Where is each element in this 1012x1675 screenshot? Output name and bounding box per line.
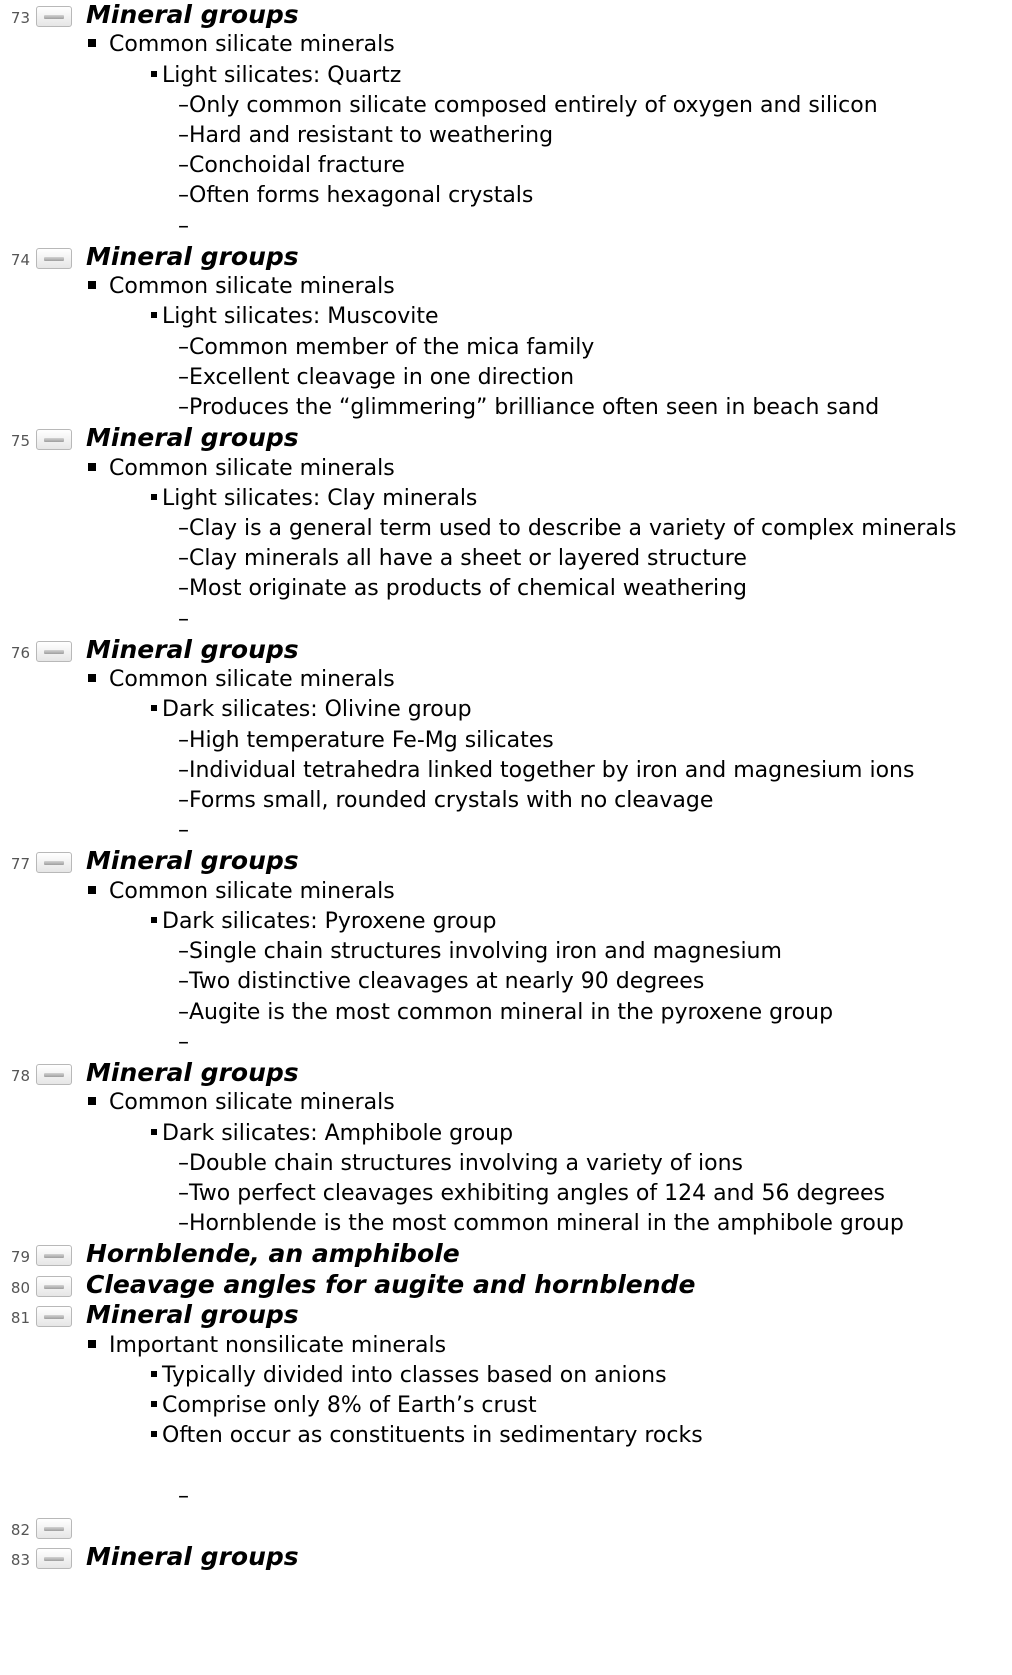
bullet-text: – — [178, 213, 189, 239]
bullet-square-icon — [151, 1371, 157, 1377]
outline-bullet-level-3[interactable] — [178, 728, 554, 753]
bullet-text: –Clay is a general term used to describe a variety of complex minerals — [178, 516, 957, 541]
outline-bullet-level-1[interactable] — [88, 667, 395, 692]
bullet-text: Light silicates: Clay minerals — [162, 485, 478, 511]
bullet-text: Dark silicates: Olivine group — [162, 697, 472, 723]
slide-title[interactable]: Mineral groups — [86, 241, 299, 271]
outline-bullet-level-3[interactable] — [178, 1000, 833, 1025]
slide-number: 80 — [10, 1278, 30, 1297]
outline-bullet-level-3[interactable] — [178, 546, 747, 571]
slide-75[interactable] — [0, 425, 1012, 455]
bullet-text: –Common member of the mica family — [178, 334, 595, 360]
bullet-text: Common silicate minerals — [109, 1090, 395, 1116]
outline-bullet-level-2[interactable] — [151, 697, 472, 722]
outline-bullet-level-3[interactable] — [178, 607, 189, 632]
outline-bullet-level-2[interactable] — [151, 304, 439, 329]
bullet-text: – — [178, 606, 189, 632]
slide-title[interactable]: Mineral groups — [86, 634, 299, 664]
bullet-square-icon — [88, 281, 96, 289]
slide-thumbnail-icon[interactable] — [36, 1518, 72, 1539]
slide-thumbnail-icon[interactable] — [36, 248, 72, 269]
slide-thumbnail-icon[interactable] — [36, 641, 72, 662]
bullet-square-icon — [88, 39, 96, 47]
outline-bullet-level-3[interactable] — [178, 1484, 189, 1509]
bullet-text: Important nonsilicate minerals — [109, 1332, 447, 1358]
bullet-text: – — [178, 1483, 189, 1509]
bullet-square-icon — [88, 1340, 96, 1348]
bullet-text: –Produces the “glimmering” brilliance often seen in beach sand — [178, 395, 880, 420]
slide-title[interactable]: Cleavage angles for augite and hornblende — [86, 1269, 696, 1299]
outline-bullet-level-2[interactable] — [151, 1423, 703, 1448]
slide-number: 75 — [10, 432, 30, 451]
bullet-square-icon — [151, 71, 157, 77]
outline-bullet-level-2[interactable] — [151, 1121, 513, 1146]
slide-thumbnail-icon[interactable] — [36, 852, 72, 873]
bullet-text: –Clay minerals all have a sheet or layered structure — [178, 546, 747, 572]
outline-bullet-level-2[interactable] — [151, 63, 401, 88]
outline-bullet-level-3[interactable] — [178, 123, 553, 148]
bullet-text: Common silicate minerals — [109, 455, 395, 481]
bullet-square-icon — [151, 1431, 157, 1437]
slide-thumbnail-icon[interactable] — [36, 1276, 72, 1297]
outline-bullet-level-3[interactable] — [178, 516, 956, 541]
bullet-text: –Forms small, rounded crystals with no cleavage — [178, 788, 714, 813]
outline-bullet-level-3[interactable] — [178, 395, 879, 420]
bullet-square-icon — [88, 674, 96, 682]
bullet-text: –Excellent cleavage in one direction — [178, 364, 575, 390]
bullet-text: –Often forms hexagonal crystals — [178, 183, 534, 209]
slide-number: 81 — [10, 1309, 30, 1328]
bullet-square-icon — [88, 463, 96, 471]
bullet-text: Light silicates: Muscovite — [162, 304, 439, 330]
outline-bullet-level-3[interactable] — [178, 939, 782, 964]
bullet-text: –Hard and resistant to weathering — [178, 123, 554, 148]
outline-bullet-level-3[interactable] — [178, 1030, 189, 1055]
slide-82[interactable] — [0, 1514, 1012, 1544]
bullet-text: –Individual tetrahedra linked together by iron and magnesium ions — [178, 757, 915, 783]
outline-bullet-level-2[interactable] — [151, 909, 496, 934]
outline-bullet-level-3[interactable] — [178, 1151, 743, 1176]
bullet-square-icon — [151, 312, 157, 318]
outline-bullet-level-3[interactable] — [178, 969, 704, 994]
slide-78[interactable] — [0, 1060, 1012, 1090]
bullet-text: Dark silicates: Pyroxene group — [162, 909, 497, 934]
slide-title[interactable]: Mineral groups — [86, 1058, 299, 1087]
bullet-text: Common silicate minerals — [109, 274, 395, 300]
slide-73[interactable] — [0, 2, 1012, 32]
bullet-text: –Most originate as products of chemical weathering — [178, 576, 747, 602]
slide-number: 83 — [10, 1551, 30, 1570]
slide-number: 77 — [10, 855, 30, 874]
slide-thumbnail-icon[interactable] — [36, 6, 72, 27]
slide-thumbnail-icon[interactable] — [36, 1245, 72, 1266]
outline-bullet-level-3[interactable] — [178, 818, 189, 843]
bullet-text: Dark silicates: Amphibole group — [162, 1120, 514, 1146]
slide-number: 82 — [10, 1520, 30, 1539]
bullet-text: –Augite is the most common mineral in the pyroxene group — [178, 999, 834, 1025]
bullet-text: – — [178, 1029, 189, 1055]
outline-bullet-level-3[interactable] — [178, 335, 594, 360]
bullet-text: –Conchoidal fracture — [178, 153, 405, 179]
outline-bullet-level-2[interactable] — [151, 486, 477, 511]
slide-title[interactable]: Mineral groups — [86, 1542, 299, 1572]
slide-number: 73 — [10, 9, 30, 27]
bullet-text: Light silicates: Quartz — [162, 62, 402, 88]
bullet-text: –High temperature Fe-Mg silicates — [178, 727, 554, 753]
bullet-text: –Double chain structures involving a variety of ions — [178, 1150, 743, 1176]
slide-77[interactable] — [0, 848, 1012, 878]
slide-number: 79 — [10, 1248, 30, 1267]
bullet-text: Common silicate minerals — [109, 878, 395, 904]
outline-bullet-level-3[interactable] — [178, 1181, 885, 1206]
bullet-text: Often occur as constituents in sedimentary rocks — [162, 1423, 703, 1449]
bullet-square-icon — [88, 886, 96, 894]
slide-81[interactable] — [0, 1302, 1012, 1332]
slide-number: 78 — [10, 1067, 30, 1085]
outline-bullet-level-3[interactable] — [178, 214, 189, 239]
outline-bullet-level-3[interactable] — [178, 1211, 904, 1236]
slide-thumbnail-icon[interactable] — [36, 1306, 72, 1327]
outline-bullet-level-1[interactable] — [88, 456, 395, 481]
outline-bullet-level-1[interactable] — [88, 1090, 395, 1115]
slide-83[interactable] — [0, 1544, 1012, 1574]
slide-number: 76 — [10, 643, 30, 662]
bullet-square-icon — [151, 1401, 157, 1407]
bullet-text: –Single chain structures involving iron and magnesium — [178, 939, 782, 965]
bullet-square-icon — [151, 1129, 157, 1135]
slide-title[interactable]: Hornblende, an amphibole — [86, 1239, 460, 1269]
outline-bullet-level-3[interactable] — [178, 365, 574, 390]
outline-bullet-level-3[interactable] — [178, 93, 878, 118]
outline-bullet-level-1[interactable] — [88, 1333, 446, 1358]
bullet-square-icon — [151, 705, 157, 711]
outline-bullet-level-1[interactable] — [88, 879, 395, 904]
slide-title[interactable]: Mineral groups — [86, 423, 299, 453]
slide-title[interactable]: Mineral groups — [86, 1300, 299, 1330]
slide-thumbnail-icon[interactable] — [36, 1064, 72, 1085]
bullet-text: Typically divided into classes based on anions — [162, 1362, 667, 1388]
outline-bullet-level-3[interactable] — [178, 788, 713, 813]
bullet-text: Comprise only 8% of Earth’s crust — [162, 1393, 537, 1418]
slide-74[interactable] — [0, 241, 1012, 274]
bullet-text: –Two perfect cleavages exhibiting angles of 124 and 56 degrees — [178, 1181, 886, 1206]
slide-title[interactable]: Mineral groups — [86, 846, 299, 876]
bullet-text: –Two distinctive cleavages at nearly 90 degrees — [178, 969, 705, 995]
outline-bullet-level-3[interactable] — [178, 183, 533, 208]
outline-bullet-level-2[interactable] — [151, 1393, 537, 1418]
outline-bullet-level-1[interactable] — [88, 32, 395, 57]
bullet-square-icon — [88, 1097, 96, 1105]
outline-bullet-level-2[interactable] — [151, 1363, 667, 1388]
slide-76[interactable] — [0, 634, 1012, 667]
bullet-text: – — [178, 818, 189, 844]
bullet-square-icon — [151, 494, 157, 500]
outline-bullet-level-3[interactable] — [178, 576, 747, 601]
slide-number: 74 — [10, 250, 30, 269]
bullet-text: –Hornblende is the most common mineral in the amphibole group — [178, 1211, 904, 1237]
outline-bullet-level-3[interactable] — [178, 758, 914, 783]
bullet-text: –Only common silicate composed entirely of oxygen and silicon — [178, 92, 878, 118]
slide-thumbnail-icon[interactable] — [36, 1548, 72, 1569]
slide-thumbnail-icon[interactable] — [36, 429, 72, 450]
outline-bullet-level-1[interactable] — [88, 274, 395, 299]
outline-bullet-level-3[interactable] — [178, 153, 405, 178]
slide-79[interactable] — [0, 1241, 1012, 1271]
bullet-square-icon — [151, 917, 157, 923]
bullet-text: Common silicate minerals — [109, 667, 395, 693]
bullet-text: Common silicate minerals — [109, 32, 395, 58]
slide-80[interactable] — [0, 1269, 1012, 1302]
slide-title[interactable]: Mineral groups — [86, 0, 299, 29]
